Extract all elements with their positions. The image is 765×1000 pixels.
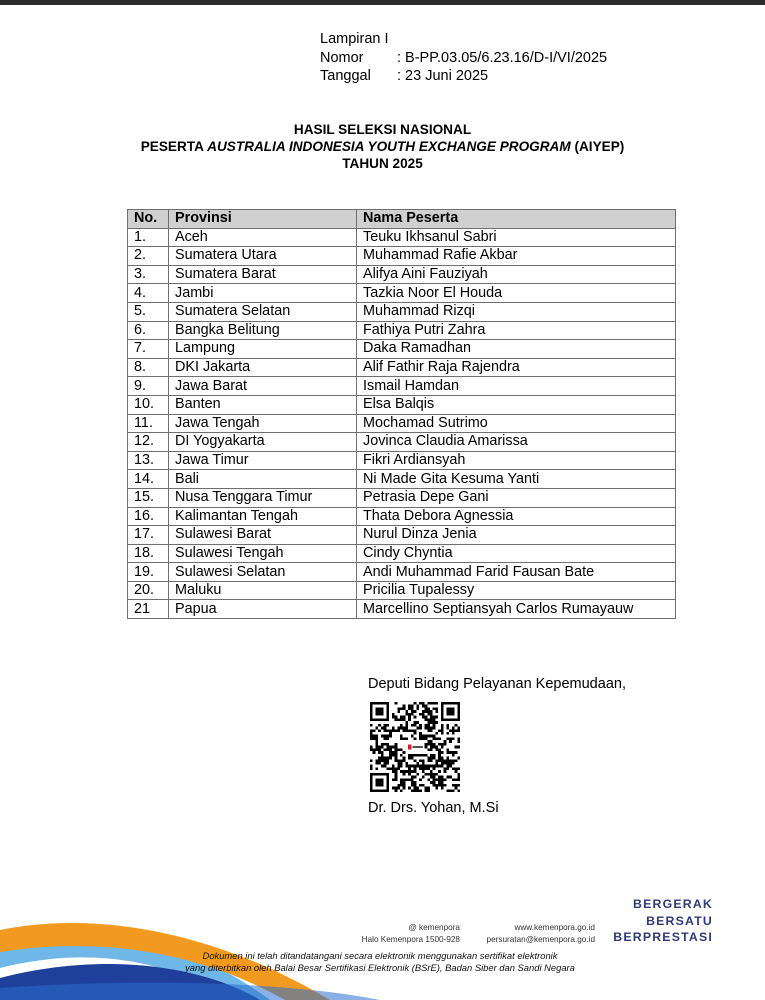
- cell-provinsi: DKI Jakarta: [169, 358, 357, 377]
- footer-contacts-right: [470, 922, 595, 946]
- cell-provinsi: Jawa Tengah: [169, 414, 357, 433]
- cell-nama: Jovinca Claudia Amarissa: [357, 433, 676, 452]
- cell-no: 7.: [128, 340, 169, 359]
- attachment-info: [320, 30, 607, 86]
- e-signature-disclaimer: [150, 950, 610, 975]
- heading-program-name: AUSTRALIA INDONESIA YOUTH EXCHANGE PROGRAM: [207, 139, 571, 154]
- cell-provinsi: Sulawesi Tengah: [169, 544, 357, 563]
- table-row: [128, 284, 676, 303]
- attachment-title: Lampiran I: [320, 31, 389, 47]
- cell-nama: Muhammad Rafie Akbar: [357, 247, 676, 266]
- cell-no: 15.: [128, 488, 169, 507]
- document-heading: [0, 121, 765, 172]
- cell-provinsi: Bangka Belitung: [169, 321, 357, 340]
- cell-no: 11.: [128, 414, 169, 433]
- table-row: [128, 563, 676, 582]
- table-header-row: [128, 210, 676, 229]
- cell-no: 10.: [128, 395, 169, 414]
- table-row: [128, 600, 676, 619]
- cell-nama: Daka Ramadhan: [357, 340, 676, 359]
- header-provinsi: Provinsi: [169, 210, 357, 229]
- signatory-name: Dr. Drs. Yohan, M.Si: [368, 800, 499, 816]
- table-row: [128, 433, 676, 452]
- heading-line-1: HASIL SELEKSI NASIONAL: [293, 122, 472, 137]
- cell-no: 6.: [128, 321, 169, 340]
- table-row: [128, 228, 676, 247]
- cell-no: 3.: [128, 265, 169, 284]
- cell-nama: Fathiya Putri Zahra: [357, 321, 676, 340]
- cell-nama: Muhammad Rizqi: [357, 302, 676, 321]
- header-nama: Nama Peserta: [357, 210, 676, 229]
- cell-provinsi: Sulawesi Selatan: [169, 563, 357, 582]
- cell-nama: Ni Made Gita Kesuma Yanti: [357, 470, 676, 489]
- table-row: [128, 414, 676, 433]
- disclaimer-line-2: yang diterbitkan oleh Balai Besar Sertifikasi Elektronik (BSrE), Badan Siber dan Sandi Negara: [185, 962, 575, 974]
- table-row: [128, 507, 676, 526]
- cell-provinsi: Sumatera Selatan: [169, 302, 357, 321]
- slogan-line-2: BERSATU: [646, 913, 713, 928]
- participants-table: [127, 209, 676, 619]
- cell-nama: Fikri Ardiansyah: [357, 451, 676, 470]
- top-bar: [0, 0, 765, 5]
- slogan-line-1: BERGERAK: [633, 897, 713, 911]
- table-row: [128, 358, 676, 377]
- cell-provinsi: Maluku: [169, 581, 357, 600]
- cell-provinsi: Aceh: [169, 228, 357, 247]
- cell-no: 18.: [128, 544, 169, 563]
- cell-no: 20.: [128, 581, 169, 600]
- header-no: No.: [128, 210, 169, 229]
- cell-provinsi: Sumatera Utara: [169, 247, 357, 266]
- heading-line-2: [0, 138, 765, 155]
- footer-email: persuratan@kemenpora.go.id: [486, 935, 595, 944]
- cell-nama: Pricilia Tupalessy: [357, 581, 676, 600]
- cell-no: 1.: [128, 228, 169, 247]
- table-row: [128, 377, 676, 396]
- cell-no: 8.: [128, 358, 169, 377]
- cell-nama: Nurul Dinza Jenia: [357, 526, 676, 545]
- cell-no: 17.: [128, 526, 169, 545]
- footer-social: @ kemenpora: [408, 923, 460, 932]
- cell-no: 2.: [128, 247, 169, 266]
- heading-prefix: PESERTA: [140, 139, 208, 154]
- table-row: [128, 340, 676, 359]
- cell-no: 14.: [128, 470, 169, 489]
- footer-contacts-left: [340, 922, 460, 946]
- footer-hotline: Halo Kemenpora 1500-928: [361, 935, 460, 944]
- cell-nama: Alifya Aini Fauziyah: [357, 265, 676, 284]
- nomor-label: Nomor: [320, 49, 364, 66]
- table-row: [128, 247, 676, 266]
- table-row: [128, 526, 676, 545]
- slogan: [613, 896, 713, 946]
- cell-no: 4.: [128, 284, 169, 303]
- cell-nama: Ismail Hamdan: [357, 377, 676, 396]
- tanggal-value: : 23 Juni 2025: [397, 68, 489, 84]
- table-row: [128, 544, 676, 563]
- cell-nama: Tazkia Noor El Houda: [357, 284, 676, 303]
- tanggal-label: Tanggal: [320, 68, 371, 84]
- table-row: [128, 451, 676, 470]
- table-row: [128, 470, 676, 489]
- cell-nama: Alif Fathir Raja Rajendra: [357, 358, 676, 377]
- qr-code-icon: [370, 702, 460, 792]
- cell-no: 12.: [128, 433, 169, 452]
- table-row: [128, 488, 676, 507]
- heading-line-3: TAHUN 2025: [342, 156, 423, 171]
- cell-provinsi: Kalimantan Tengah: [169, 507, 357, 526]
- signatory-title: Deputi Bidang Pelayanan Kepemudaan,: [368, 676, 626, 692]
- cell-provinsi: Papua: [169, 600, 357, 619]
- wave-blue-light: [0, 983, 380, 1000]
- cell-nama: Cindy Chyntia: [357, 544, 676, 563]
- cell-no: 16.: [128, 507, 169, 526]
- footer-website: www.kemenpora.go.id: [514, 923, 595, 932]
- slogan-line-3: BERPRESTASI: [613, 930, 713, 944]
- cell-nama: Marcellino Septiansyah Carlos Rumayauw: [357, 600, 676, 619]
- cell-nama: Thata Debora Agnessia: [357, 507, 676, 526]
- table-row: [128, 265, 676, 284]
- cell-no: 19.: [128, 563, 169, 582]
- cell-no: 5.: [128, 302, 169, 321]
- cell-no: 21: [128, 600, 169, 619]
- cell-nama: Elsa Balqis: [357, 395, 676, 414]
- cell-no: 9.: [128, 377, 169, 396]
- cell-provinsi: Sumatera Barat: [169, 265, 357, 284]
- table-row: [128, 395, 676, 414]
- cell-nama: Teuku Ikhsanul Sabri: [357, 228, 676, 247]
- cell-provinsi: Jambi: [169, 284, 357, 303]
- cell-nama: Mochamad Sutrimo: [357, 414, 676, 433]
- cell-provinsi: Banten: [169, 395, 357, 414]
- heading-suffix: (AIYEP): [570, 139, 625, 154]
- cell-provinsi: Lampung: [169, 340, 357, 359]
- cell-nama: Petrasia Depe Gani: [357, 488, 676, 507]
- cell-provinsi: Sulawesi Barat: [169, 526, 357, 545]
- cell-provinsi: DI Yogyakarta: [169, 433, 357, 452]
- nomor-value: : B-PP.03.05/6.23.16/D-I/VI/2025: [397, 49, 608, 66]
- disclaimer-line-1: Dokumen ini telah ditandatangani secara elektronik menggunakan sertifikat elektronik: [202, 950, 558, 961]
- cell-provinsi: Nusa Tenggara Timur: [169, 488, 357, 507]
- cell-provinsi: Jawa Barat: [169, 377, 357, 396]
- table-row: [128, 302, 676, 321]
- cell-nama: Andi Muhammad Farid Fausan Bate: [357, 563, 676, 582]
- cell-provinsi: Bali: [169, 470, 357, 489]
- cell-provinsi: Jawa Timur: [169, 451, 357, 470]
- cell-no: 13.: [128, 451, 169, 470]
- table-row: [128, 321, 676, 340]
- table-row: [128, 581, 676, 600]
